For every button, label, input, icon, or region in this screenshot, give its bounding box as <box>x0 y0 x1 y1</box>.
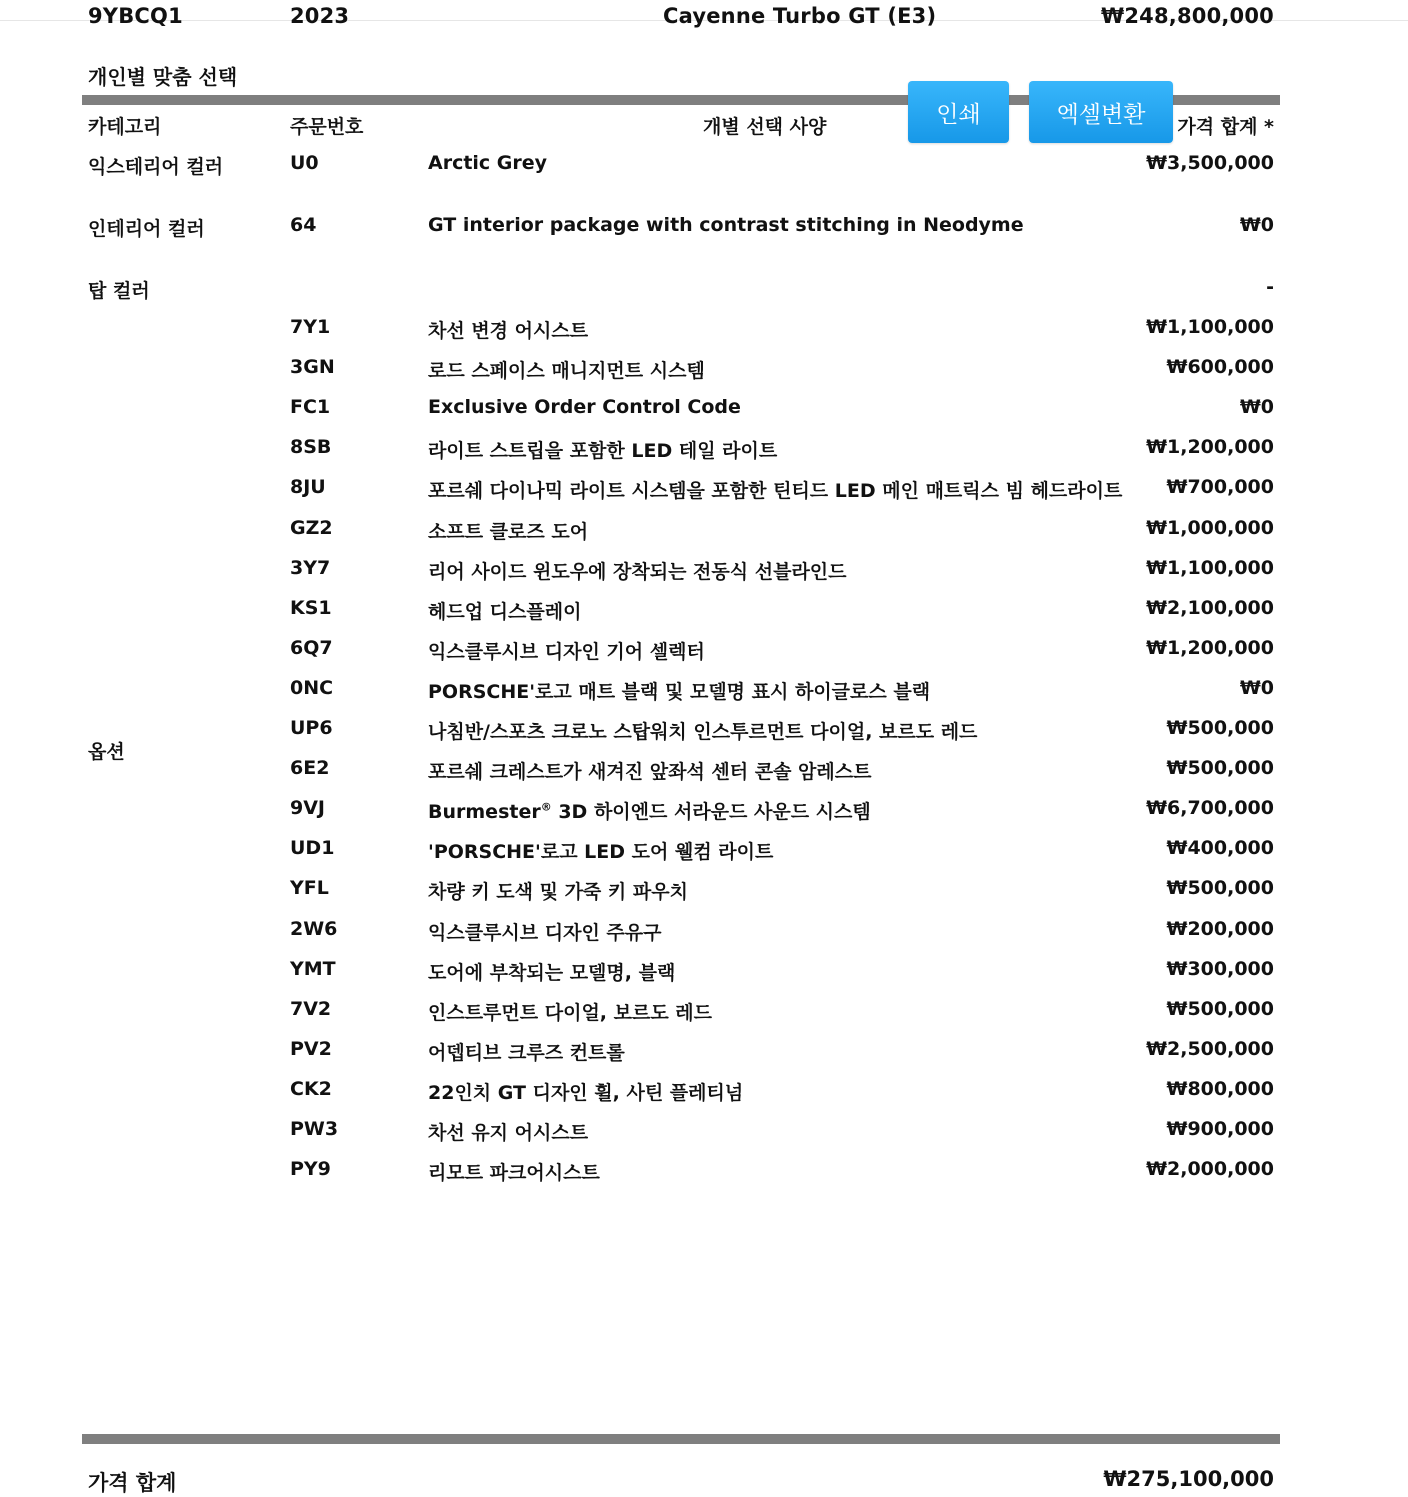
option-price: ₩600,000 <box>1166 356 1274 379</box>
option-code: PY9 <box>290 1158 331 1181</box>
option-code: UP6 <box>290 717 333 739</box>
option-price: ₩2,500,000 <box>1146 1037 1274 1060</box>
option-description: 어뎁티브 크루즈 컨트롤 <box>428 1041 625 1064</box>
row-price: ₩0 <box>1239 214 1274 236</box>
row-category: 익스테리어 컬러 <box>88 156 224 178</box>
table-row <box>0 316 1408 340</box>
row-price: ₩3,500,000 <box>1146 152 1274 174</box>
print-button[interactable]: 인쇄 <box>908 81 1009 143</box>
option-price: ₩900,000 <box>1166 1118 1274 1140</box>
option-code: KS1 <box>290 596 332 619</box>
table-row <box>0 1038 1408 1062</box>
option-code: FC1 <box>290 396 331 419</box>
option-code: 7Y1 <box>290 316 331 338</box>
option-price: ₩0 <box>1239 396 1274 419</box>
option-description: 로드 스페이스 매니지먼트 시스템 <box>428 360 705 383</box>
table-row <box>0 214 1408 238</box>
total-divider <box>82 1434 1280 1444</box>
table-row <box>0 958 1408 982</box>
option-price: ₩300,000 <box>1166 957 1274 980</box>
table-row <box>0 637 1408 661</box>
option-price: ₩1,100,000 <box>1146 556 1274 579</box>
table-row <box>0 877 1408 904</box>
option-price: ₩2,000,000 <box>1146 1158 1274 1181</box>
total-label: 가격 합계 <box>88 1471 177 1495</box>
row-category: 탑 컬러 <box>88 280 150 302</box>
option-description: 익스클루시브 디자인 기어 셀렉터 <box>428 640 705 663</box>
option-description: 리어 사이드 윈도우에 장착되는 전동식 선블라인드 <box>428 560 847 583</box>
option-price: ₩500,000 <box>1166 997 1274 1020</box>
table-row <box>0 557 1408 581</box>
table-row <box>0 476 1408 503</box>
option-price: ₩1,000,000 <box>1146 516 1274 539</box>
option-code: 3GN <box>290 356 335 379</box>
options-category-label: 옵션 <box>88 741 125 763</box>
option-description: Exclusive Order Control Code <box>428 396 741 419</box>
option-code: 7V2 <box>290 997 332 1020</box>
option-description: 라이트 스트립을 포함한 LED 테일 라이트 <box>428 440 778 463</box>
option-price: ₩1,200,000 <box>1146 636 1274 659</box>
option-price: ₩400,000 <box>1166 837 1274 860</box>
row-order-number: U0 <box>290 152 319 174</box>
option-code: 0NC <box>290 676 334 699</box>
model-name: Cayenne Turbo GT (E3) <box>663 4 937 28</box>
option-price: ₩1,100,000 <box>1146 316 1274 338</box>
option-description: Burmester® 3D 하이엔드 서라운드 사운드 시스템 <box>428 800 871 824</box>
total-value: ₩275,100,000 <box>1103 1467 1274 1491</box>
option-description: PORSCHE'로고 매트 블랙 및 모델명 표시 하이글로스 블랙 <box>428 680 931 703</box>
option-code: 3Y7 <box>290 556 331 579</box>
table-row <box>0 517 1408 541</box>
table-row <box>0 276 1408 300</box>
table-row <box>0 918 1408 942</box>
option-description: 도어에 부착되는 모델명, 블랙 <box>428 961 676 984</box>
option-code: UD1 <box>290 837 335 860</box>
table-row <box>0 1118 1408 1142</box>
option-price: ₩500,000 <box>1166 757 1274 780</box>
table-row <box>0 717 1408 741</box>
option-code: YFL <box>290 877 329 900</box>
column-header-price: 가격 합계 * <box>1177 116 1274 138</box>
option-code: 8JU <box>290 476 326 499</box>
table-row <box>0 356 1408 383</box>
column-header-option: 개별 선택 사양 <box>703 116 827 138</box>
option-price: ₩2,100,000 <box>1146 596 1274 619</box>
row-category: 인테리어 컬러 <box>88 218 205 240</box>
option-description: 인스트루먼트 다이얼, 보르도 레드 <box>428 1001 713 1024</box>
table-row <box>0 757 1408 784</box>
option-code: PW3 <box>290 1118 339 1140</box>
option-description: 차량 키 도색 및 가죽 키 파우치 <box>428 881 688 904</box>
option-code: 8SB <box>290 436 332 459</box>
column-header-order-number: 주문번호 <box>290 116 364 138</box>
column-header-category: 카테고리 <box>88 116 162 138</box>
table-row <box>0 597 1408 621</box>
option-description: 22인치 GT 디자인 휠, 사틴 플레티넘 <box>428 1081 744 1104</box>
option-description: 'PORSCHE'로고 LED 도어 웰컴 라이트 <box>428 841 774 864</box>
option-description: 나침반/스포츠 크로노 스탑워치 인스투르먼트 다이얼, 보르도 레드 <box>428 721 978 743</box>
section-title: 개인별 맞춤 선택 <box>88 65 238 89</box>
row-order-number: 64 <box>290 214 317 236</box>
option-description: 소프트 클로즈 도어 <box>428 520 589 543</box>
option-price: ₩200,000 <box>1166 917 1274 940</box>
option-description: 차선 유지 어시스트 <box>428 1122 589 1144</box>
option-code: 9VJ <box>290 797 325 820</box>
option-code: PV2 <box>290 1037 332 1060</box>
table-row <box>0 396 1408 420</box>
model-price: ₩248,800,000 <box>1100 4 1274 28</box>
option-price: ₩700,000 <box>1166 476 1274 499</box>
option-price: ₩500,000 <box>1166 877 1274 900</box>
option-code: 6Q7 <box>290 636 333 659</box>
row-price: - <box>1266 276 1274 298</box>
option-description: 헤드업 디스플레이 <box>428 600 582 623</box>
row-option: GT interior package with contrast stitching in Neodyme <box>428 214 1024 236</box>
model-year: 2023 <box>290 4 350 28</box>
model-code: 9YBCQ1 <box>88 4 183 28</box>
option-description: 포르쉐 다이나믹 라이트 시스템을 포함한 틴티드 LED 메인 매트릭스 빔 헤드라이트 <box>428 480 1123 503</box>
option-code: 6E2 <box>290 757 330 780</box>
excel-export-button[interactable]: 엑셀변환 <box>1029 81 1173 143</box>
table-row <box>0 1158 1408 1185</box>
option-description: 익스클루시브 디자인 주유구 <box>428 921 662 944</box>
option-price: ₩1,200,000 <box>1146 436 1274 459</box>
option-price: ₩500,000 <box>1166 717 1274 739</box>
option-code: YMT <box>290 957 336 980</box>
row-option: Arctic Grey <box>428 152 548 174</box>
option-description: 포르쉐 크레스트가 새겨진 앞좌석 센터 콘솔 암레스트 <box>428 761 872 784</box>
table-row <box>0 837 1408 864</box>
table-row <box>0 797 1408 824</box>
table-row <box>0 677 1408 701</box>
table-row <box>0 152 1408 176</box>
table-row <box>0 998 1408 1022</box>
option-price: ₩800,000 <box>1166 1077 1274 1100</box>
option-price: ₩0 <box>1239 676 1274 699</box>
option-code: CK2 <box>290 1077 332 1100</box>
option-price: ₩6,700,000 <box>1146 797 1274 820</box>
table-row <box>0 436 1408 463</box>
table-row <box>0 1078 1408 1102</box>
option-code: 2W6 <box>290 917 338 940</box>
option-code: GZ2 <box>290 516 333 539</box>
option-description: 리모트 파크어시스트 <box>428 1162 600 1185</box>
option-description: 차선 변경 어시스트 <box>428 320 589 342</box>
